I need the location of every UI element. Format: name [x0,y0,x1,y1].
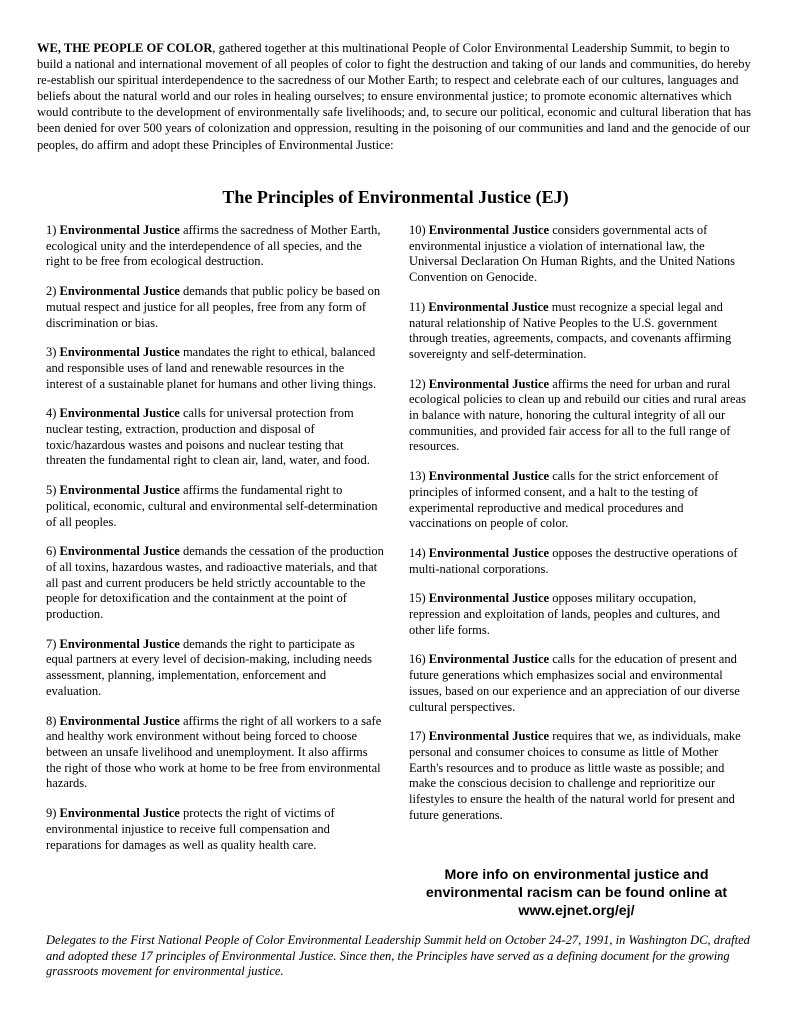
principle-number: 8) [46,713,60,728]
principles-right-column [409,223,747,838]
principle-number: 6) [46,544,60,559]
principle-12 [409,377,747,456]
principle-8 [46,714,384,793]
principle-text: affirms the right of all workers to a safe and healthy work environment without being forced to choose between an unsafe livelihood and unemployment. It also affirms the right of those who work at home to be free from environmental hazards. [46,713,382,791]
principle-17 [409,729,747,823]
more-info-line-2: environmental racism can be found online at [425,885,728,901]
principle-number: 16) [409,652,429,667]
principle-text: calls for the strict enforcement of principles of informed consent, and a halt to the testing of experimental reproductive and medical procedures and vaccinations on people of color. [409,469,719,531]
principle-text: demands the right to participate as equal partners at every level of decision-making, including needs assessment, planning, implementation, enforcement and evaluation. [46,636,372,698]
principle-number: 1) [46,223,60,237]
principle-term: Environmental Justice [59,223,180,237]
principle-13 [409,469,747,532]
principle-text: must recognize a special legal and natural relationship of Native Peoples to the U.S. government through treaties, agreements, compacts, and covenants affirming sovereignty and self-determination. [409,299,732,361]
principle-number: 10) [409,223,429,237]
page-title: The Principles of Environmental Justice (EJ) [222,187,569,207]
principle-number: 2) [46,284,60,299]
principle-text: affirms the sacredness of Mother Earth, ecological unity and the interdependence of all species, and the right to be free from ecological destruction. [46,223,381,269]
principle-number: 15) [409,591,429,606]
principle-term: Environmental Justice [59,483,180,498]
principle-term: Environmental Justice [428,729,550,744]
principle-term: Environmental Justice [59,284,180,299]
principle-text: calls for the education of present and future generations which emphasizes social and environmental issues, based on our experience and an appreciation of our diverse cultural perspectives. [409,652,740,714]
principle-14 [409,546,747,577]
principle-text: protects the right of victims of environmental injustice to receive full compensation and reparations for damages as well as quality health care. [46,806,335,852]
principle-11 [409,300,747,363]
principle-3 [46,345,384,392]
principle-term: Environmental Justice [59,406,180,421]
principle-text: calls for universal protection from nuclear testing, extraction, production and disposal of toxic/hazardous wastes and poisons and nuclear testing that threaten the fundamental right to clean air, land, water, and food. [46,406,370,468]
principle-number: 11) [409,299,429,314]
principle-term: Environmental Justice [428,545,550,560]
principle-text: mandates the right to ethical, balanced and responsible uses of land and renewable resources in the interest of a sustainable planet for humans and other living things. [46,345,377,391]
principle-term: Environmental Justice [428,299,549,314]
principle-text: opposes military occupation, repression and exploitation of lands, peoples and cultures, and other life forms. [409,591,721,637]
preamble [37,40,755,153]
principle-1 [46,223,384,270]
principle-15 [409,591,747,638]
principle-text: demands the cessation of the production of all toxins, hazardous wastes, and radioactive materials, and that all past and current producers be held strictly accountable to the people for detoxification and the containment at the point of production. [46,544,384,622]
principle-16 [409,652,747,715]
principle-number: 13) [409,469,429,484]
principle-5 [46,483,384,530]
footer-note: Delegates to the First National People of Color Environmental Leadership Summit held on October 24-27, 1991, in Washington DC, drafted and adopted these 17 principles of Environmental Justice. Since then, the Principles have served as a defining document for the growing grassroots movement for environmental justice. [46,933,750,979]
principle-10 [409,223,747,286]
preamble-text: , gathered together at this multinational People of Color Environmental Leadership Summit, to begin to build a national and international movement of all peoples of color to fight the destruction and taking of our lands and communities, do hereby re-establish our spiritual interdependence to the sacredness of our Mother Earth; to respect and celebrate each of our cultures, languages and beliefs about the natural world and our roles in healing ourselves; to ensure environmental justice; to promote economic alternatives which would contribute to the development of environmentally safe livelihoods; and, to secure our political, economic and cultural liberation that has been denied for over 500 years of colonization and oppression, resulting in the poisoning of our communities and land and the genocide of our peoples, do affirm and adopt these Principles of Environmental Justice: [37,41,752,152]
principle-term: Environmental Justice [59,713,180,728]
principle-term: Environmental Justice [428,376,550,391]
principle-term: Environmental Justice [59,345,180,360]
principle-text: requires that we, as individuals, make personal and consumer choices to consume as little of Mother Earth's resources and to produce as little waste as possible; and make the conscious decision to challenge and reprioritize our lifestyles to ensure the health of the natural world for present and future generations. [409,729,741,822]
principle-number: 7) [46,636,60,651]
principle-term: Environmental Justice [428,469,550,484]
principle-term: Environmental Justice [59,544,180,559]
principle-number: 12) [409,376,429,391]
principle-term: Environmental Justice [428,652,550,667]
principle-text: opposes the destructive operations of multi-national corporations. [409,545,738,576]
principle-number: 17) [409,729,429,744]
principle-text: considers governmental acts of environmental injustice a violation of international law, the Universal Declaration On Human Rights, and the United Nations Convention on Genocide. [409,223,735,285]
more-info-notice [409,866,744,920]
principle-4 [46,406,384,469]
principle-text: affirms the need for urban and rural ecological policies to clean up and rebuild our cities and rural areas in balance with nature, honoring the cultural integrity of all our communities, and provided fair access for all to the full range of resources. [409,376,747,454]
principle-term: Environmental Justice [59,806,180,821]
principle-2 [46,284,384,331]
principle-number: 4) [46,406,60,421]
principle-term: Environmental Justice [428,591,550,606]
principle-text: demands that public policy be based on mutual respect and justice for all peoples, free from any form of discrimination or bias. [46,284,381,330]
more-info-line-1: More info on environmental justice and [444,867,709,883]
principle-term: Environmental Justice [59,636,180,651]
principle-text: affirms the fundamental right to political, economic, cultural and environmental self-determination of all peoples. [46,483,378,529]
preamble-lead: WE, THE PEOPLE OF COLOR [37,41,213,55]
principle-9 [46,806,384,853]
principles-left-column [46,223,384,867]
principle-number: 3) [46,345,60,360]
principle-number: 5) [46,483,60,498]
principle-number: 9) [46,806,60,821]
more-info-url: www.ejnet.org/ej/ [518,903,635,919]
principle-number: 14) [409,545,429,560]
principle-term: Environmental Justice [428,223,550,237]
principle-7 [46,637,384,700]
principle-6 [46,544,384,623]
